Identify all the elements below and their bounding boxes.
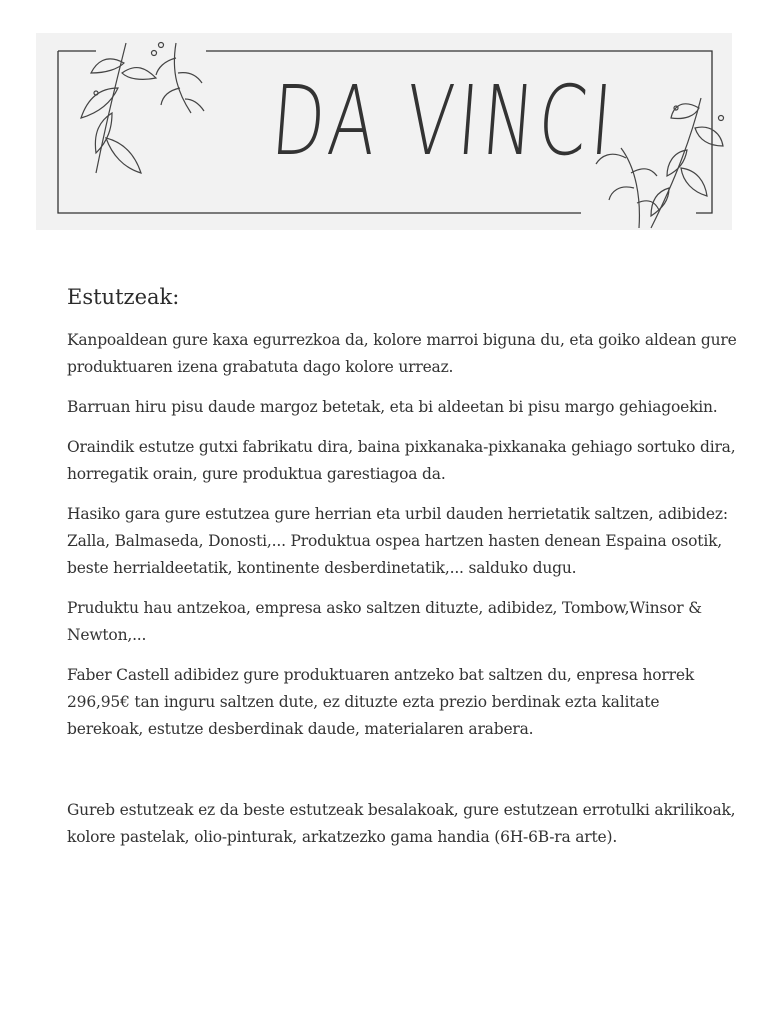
header-banner xyxy=(36,33,732,230)
brand-title: DA VINCI xyxy=(267,65,621,177)
leaf-branch-left-icon xyxy=(66,33,206,183)
paragraph-faber-castell: Faber Castell adibidez gure produktuaren antzeko bat saltzen du, enpresa horrek 296,95€ tan inguru saltzen dute, ez dituzte ezta prezio berdinak ezta kalitate berekoak, estutze desberdinak daude, materialaren arabera. xyxy=(67,666,695,738)
paragraph-competitors: Pruduktu hau antzekoa, empresa asko saltzen dituzte, adibidez, Tombow,Winsor & Newton,... xyxy=(67,599,702,644)
paragraph-production: Oraindik estutze gutxi fabrikatu dira, baina pixkanaka-pixkanaka gehiago sortuko dira, horregatik orain, gure produktua garestiagoa da. xyxy=(67,438,736,483)
paragraph-exterior: Kanpoaldean gure kaxa egurrezkoa da, kolore marroi biguna du, eta goiko aldean gure produktuaren izena grabatuta dago kolore urreaz. xyxy=(67,331,737,376)
paragraph-interior: Barruan hiru pisu daude margoz betetak, eta bi aldeetan bi pisu margo gehiagoekin. xyxy=(67,398,718,416)
paragraph-differences: Gureb estutzeak ez da beste estutzeak besalakoak, gure estutzean errotulki akrilikoak, kolore pastelak, olio-pinturak, arkatzezko gama handia (6H-6B-ra arte). xyxy=(67,801,736,846)
main-content xyxy=(67,285,737,864)
paragraph-sales: Hasiko gara gure estutzea gure herrian eta urbil dauden herrietatik saltzen, adibidez: Zalla, Balmaseda, Donosti,... Produktua ospea hartzen hasten denean Espaina osotik, beste herrialdeetatik, kontinente desberdinetatik,... salduko dugu. xyxy=(67,505,728,577)
section-heading: Estutzeak: xyxy=(67,285,180,309)
